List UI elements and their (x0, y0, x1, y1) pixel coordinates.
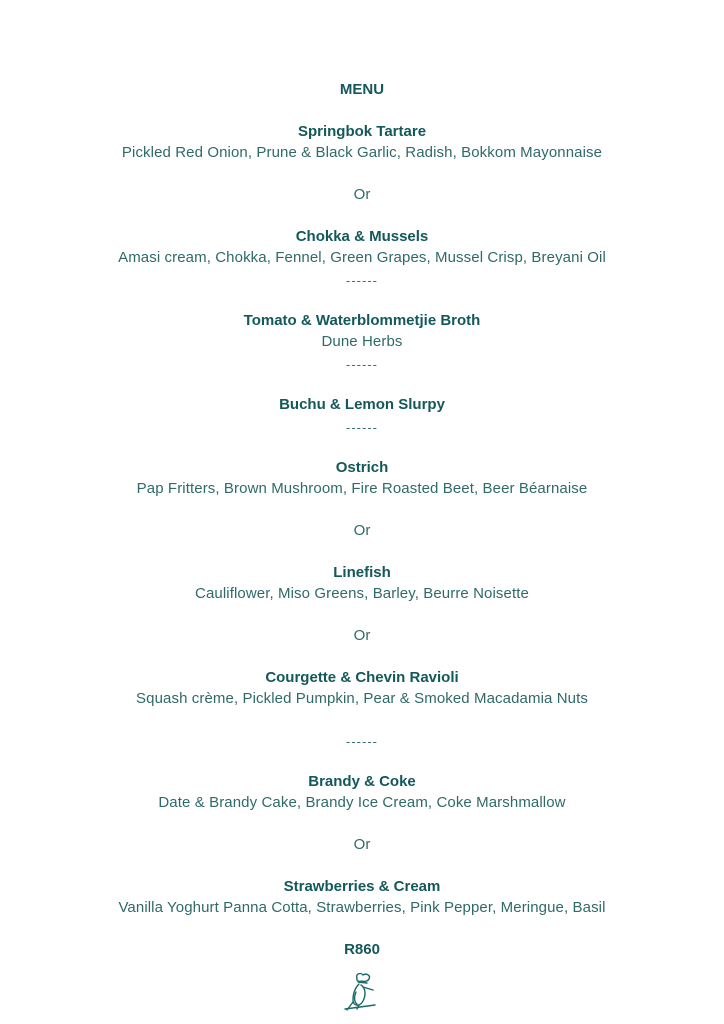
dish-description: Cauliflower, Miso Greens, Barley, Beurre Noisette (195, 585, 529, 602)
dish-title: Chokka & Mussels (295, 228, 429, 245)
dish-title: Strawberries & Cream (283, 878, 441, 895)
dish-description: Pap Fritters, Brown Mushroom, Fire Roasted Beet, Beer Béarnaise (136, 480, 588, 497)
dish-title: Tomato & Waterblommetjie Broth (243, 312, 481, 329)
or-label: Or (353, 522, 371, 539)
or-label: Or (353, 836, 371, 853)
course-separator: ------ (346, 734, 378, 749)
dish-title: Linefish (333, 564, 391, 581)
dish-description: Date & Brandy Cake, Brandy Ice Cream, Coke Marshmallow (158, 794, 566, 811)
or-label: Or (353, 186, 371, 203)
dish-description: Pickled Red Onion, Prune & Black Garlic, Radish, Bokkom Mayonnaise (121, 144, 603, 161)
dish-title: Courgette & Chevin Ravioli (265, 669, 459, 686)
course-separator: ------ (346, 273, 378, 288)
dish-title: Buchu & Lemon Slurpy (279, 396, 445, 413)
kingfisher-chef-logo-icon (341, 972, 381, 1014)
or-label: Or (353, 627, 371, 644)
dish-description: Vanilla Yoghurt Panna Cotta, Strawberries, Pink Pepper, Meringue, Basil (118, 899, 606, 916)
course-separator: ------ (346, 420, 378, 435)
price: R860 (344, 941, 380, 958)
menu-heading: MENU (339, 81, 385, 98)
dish-title: Springbok Tartare (297, 123, 427, 140)
dish-description: Amasi cream, Chokka, Fennel, Green Grapes, Mussel Crisp, Breyani Oil (118, 249, 606, 266)
dish-description: Dune Herbs (321, 333, 403, 350)
dish-description: Squash crème, Pickled Pumpkin, Pear & Smoked Macadamia Nuts (136, 690, 588, 707)
dish-title: Brandy & Coke (308, 773, 416, 790)
dish-title: Ostrich (335, 459, 389, 476)
course-separator: ------ (346, 357, 378, 372)
